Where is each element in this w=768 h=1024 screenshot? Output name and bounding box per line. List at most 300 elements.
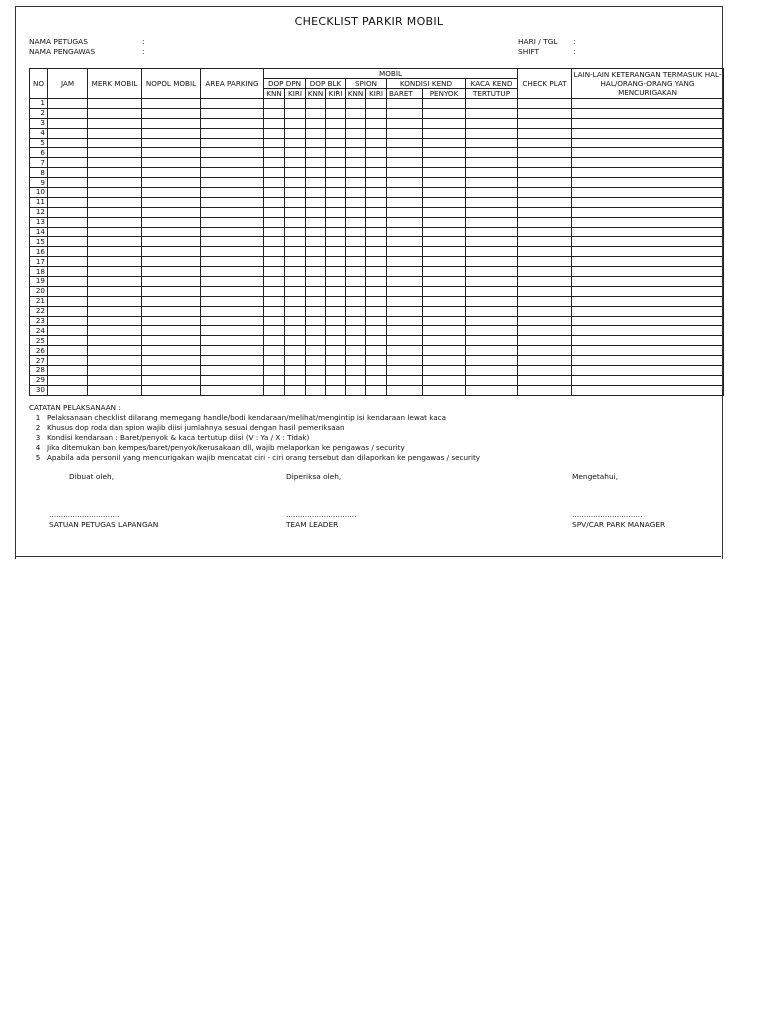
table-cell[interactable] <box>88 178 142 188</box>
table-cell[interactable] <box>142 346 201 356</box>
table-cell[interactable] <box>285 346 306 356</box>
table-cell[interactable] <box>306 237 326 247</box>
table-cell[interactable] <box>346 217 366 227</box>
table-cell[interactable] <box>366 366 387 376</box>
table-cell[interactable] <box>466 108 518 118</box>
table-cell[interactable] <box>306 326 326 336</box>
table-cell[interactable] <box>285 257 306 267</box>
table-cell[interactable] <box>326 257 346 267</box>
table-cell[interactable] <box>423 207 466 217</box>
table-cell[interactable] <box>387 326 423 336</box>
table-cell[interactable] <box>285 148 306 158</box>
table-cell[interactable] <box>201 267 264 277</box>
table-cell[interactable] <box>48 326 88 336</box>
table-cell[interactable] <box>264 128 285 138</box>
table-cell[interactable] <box>88 257 142 267</box>
table-cell[interactable] <box>466 375 518 385</box>
table-cell[interactable] <box>201 366 264 376</box>
table-cell[interactable] <box>142 188 201 198</box>
table-cell[interactable] <box>306 217 326 227</box>
table-cell[interactable] <box>346 306 366 316</box>
table-cell[interactable] <box>423 99 466 109</box>
table-cell[interactable] <box>387 336 423 346</box>
table-cell[interactable] <box>518 118 572 128</box>
table-cell[interactable] <box>346 148 366 158</box>
table-cell[interactable] <box>387 99 423 109</box>
table-cell[interactable] <box>572 188 724 198</box>
table-cell[interactable] <box>285 237 306 247</box>
table-cell[interactable] <box>88 356 142 366</box>
table-cell[interactable] <box>346 326 366 336</box>
table-cell[interactable] <box>346 336 366 346</box>
table-cell[interactable] <box>326 118 346 128</box>
table-cell[interactable] <box>88 316 142 326</box>
table-cell[interactable] <box>306 128 326 138</box>
table-cell[interactable] <box>423 118 466 128</box>
table-cell[interactable] <box>142 257 201 267</box>
table-cell[interactable] <box>466 168 518 178</box>
table-cell[interactable] <box>264 346 285 356</box>
table-cell[interactable] <box>326 277 346 287</box>
table-cell[interactable] <box>366 138 387 148</box>
table-cell[interactable] <box>306 207 326 217</box>
table-cell[interactable] <box>88 197 142 207</box>
table-cell[interactable] <box>518 257 572 267</box>
table-cell[interactable] <box>285 385 306 395</box>
table-cell[interactable] <box>48 99 88 109</box>
table-cell[interactable] <box>518 375 572 385</box>
table-cell[interactable] <box>518 346 572 356</box>
table-cell[interactable] <box>466 197 518 207</box>
table-cell[interactable] <box>264 158 285 168</box>
table-cell[interactable] <box>466 385 518 395</box>
table-cell[interactable] <box>48 316 88 326</box>
table-cell[interactable] <box>466 316 518 326</box>
table-cell[interactable] <box>387 346 423 356</box>
table-cell[interactable] <box>466 188 518 198</box>
table-cell[interactable] <box>518 178 572 188</box>
table-cell[interactable] <box>88 366 142 376</box>
table-cell[interactable] <box>366 247 387 257</box>
table-cell[interactable] <box>48 277 88 287</box>
table-cell[interactable] <box>264 118 285 128</box>
table-cell[interactable] <box>387 188 423 198</box>
table-cell[interactable] <box>346 316 366 326</box>
table-cell[interactable] <box>518 148 572 158</box>
table-cell[interactable] <box>306 286 326 296</box>
table-cell[interactable] <box>306 366 326 376</box>
table-cell[interactable] <box>518 188 572 198</box>
table-cell[interactable] <box>88 326 142 336</box>
table-cell[interactable] <box>201 316 264 326</box>
table-cell[interactable] <box>346 128 366 138</box>
table-cell[interactable] <box>518 306 572 316</box>
table-cell[interactable] <box>142 336 201 346</box>
table-cell[interactable] <box>142 207 201 217</box>
table-cell[interactable] <box>48 237 88 247</box>
table-cell[interactable] <box>466 99 518 109</box>
table-cell[interactable] <box>366 197 387 207</box>
table-cell[interactable] <box>142 375 201 385</box>
table-cell[interactable] <box>423 227 466 237</box>
table-cell[interactable] <box>366 158 387 168</box>
table-cell[interactable] <box>326 336 346 346</box>
table-cell[interactable] <box>387 267 423 277</box>
table-cell[interactable] <box>285 168 306 178</box>
table-cell[interactable] <box>201 168 264 178</box>
table-cell[interactable] <box>48 128 88 138</box>
table-cell[interactable] <box>264 326 285 336</box>
table-cell[interactable] <box>264 148 285 158</box>
table-cell[interactable] <box>518 227 572 237</box>
table-cell[interactable] <box>201 108 264 118</box>
table-cell[interactable] <box>466 178 518 188</box>
table-cell[interactable] <box>387 168 423 178</box>
table-cell[interactable] <box>366 108 387 118</box>
table-cell[interactable] <box>518 336 572 346</box>
table-cell[interactable] <box>572 158 724 168</box>
table-cell[interactable] <box>88 336 142 346</box>
table-cell[interactable] <box>346 237 366 247</box>
table-cell[interactable] <box>264 138 285 148</box>
table-cell[interactable] <box>326 366 346 376</box>
table-cell[interactable] <box>264 286 285 296</box>
table-cell[interactable] <box>572 138 724 148</box>
table-cell[interactable] <box>142 178 201 188</box>
table-cell[interactable] <box>423 286 466 296</box>
table-cell[interactable] <box>285 207 306 217</box>
table-cell[interactable] <box>306 197 326 207</box>
table-cell[interactable] <box>466 227 518 237</box>
table-cell[interactable] <box>346 168 366 178</box>
table-cell[interactable] <box>142 197 201 207</box>
table-cell[interactable] <box>387 108 423 118</box>
table-cell[interactable] <box>88 168 142 178</box>
table-cell[interactable] <box>326 197 346 207</box>
table-cell[interactable] <box>142 138 201 148</box>
table-cell[interactable] <box>423 158 466 168</box>
table-cell[interactable] <box>466 326 518 336</box>
table-cell[interactable] <box>366 118 387 128</box>
table-cell[interactable] <box>285 108 306 118</box>
table-cell[interactable] <box>387 178 423 188</box>
table-cell[interactable] <box>285 286 306 296</box>
table-cell[interactable] <box>346 178 366 188</box>
table-cell[interactable] <box>264 207 285 217</box>
table-cell[interactable] <box>285 306 306 316</box>
table-cell[interactable] <box>466 306 518 316</box>
table-cell[interactable] <box>142 326 201 336</box>
table-cell[interactable] <box>423 385 466 395</box>
table-cell[interactable] <box>326 326 346 336</box>
table-cell[interactable] <box>387 277 423 287</box>
table-cell[interactable] <box>466 366 518 376</box>
table-cell[interactable] <box>572 346 724 356</box>
table-cell[interactable] <box>285 118 306 128</box>
table-cell[interactable] <box>88 138 142 148</box>
table-cell[interactable] <box>142 217 201 227</box>
table-cell[interactable] <box>142 286 201 296</box>
table-cell[interactable] <box>326 108 346 118</box>
table-cell[interactable] <box>48 257 88 267</box>
table-cell[interactable] <box>306 356 326 366</box>
table-cell[interactable] <box>88 217 142 227</box>
table-cell[interactable] <box>423 326 466 336</box>
table-cell[interactable] <box>326 158 346 168</box>
table-cell[interactable] <box>201 257 264 267</box>
table-cell[interactable] <box>285 316 306 326</box>
table-cell[interactable] <box>466 237 518 247</box>
table-cell[interactable] <box>346 356 366 366</box>
table-cell[interactable] <box>423 178 466 188</box>
table-cell[interactable] <box>201 326 264 336</box>
table-cell[interactable] <box>387 375 423 385</box>
table-cell[interactable] <box>201 277 264 287</box>
table-cell[interactable] <box>387 316 423 326</box>
table-cell[interactable] <box>366 316 387 326</box>
table-cell[interactable] <box>142 128 201 138</box>
table-cell[interactable] <box>285 375 306 385</box>
table-cell[interactable] <box>326 178 346 188</box>
table-cell[interactable] <box>142 306 201 316</box>
table-cell[interactable] <box>201 158 264 168</box>
table-cell[interactable] <box>572 296 724 306</box>
table-cell[interactable] <box>423 257 466 267</box>
table-cell[interactable] <box>466 336 518 346</box>
table-cell[interactable] <box>346 138 366 148</box>
table-cell[interactable] <box>466 207 518 217</box>
table-cell[interactable] <box>423 138 466 148</box>
table-cell[interactable] <box>572 356 724 366</box>
table-cell[interactable] <box>306 108 326 118</box>
table-cell[interactable] <box>387 257 423 267</box>
table-cell[interactable] <box>572 217 724 227</box>
table-cell[interactable] <box>346 188 366 198</box>
table-cell[interactable] <box>423 267 466 277</box>
table-cell[interactable] <box>142 366 201 376</box>
table-cell[interactable] <box>572 207 724 217</box>
table-cell[interactable] <box>346 267 366 277</box>
table-cell[interactable] <box>264 277 285 287</box>
table-cell[interactable] <box>142 168 201 178</box>
table-cell[interactable] <box>306 188 326 198</box>
table-cell[interactable] <box>423 356 466 366</box>
table-cell[interactable] <box>423 336 466 346</box>
table-cell[interactable] <box>518 277 572 287</box>
table-cell[interactable] <box>285 188 306 198</box>
table-cell[interactable] <box>346 247 366 257</box>
table-cell[interactable] <box>387 306 423 316</box>
table-cell[interactable] <box>326 356 346 366</box>
table-cell[interactable] <box>48 375 88 385</box>
table-cell[interactable] <box>366 148 387 158</box>
table-cell[interactable] <box>366 277 387 287</box>
table-cell[interactable] <box>306 148 326 158</box>
table-cell[interactable] <box>366 267 387 277</box>
table-cell[interactable] <box>346 366 366 376</box>
table-cell[interactable] <box>366 286 387 296</box>
table-cell[interactable] <box>366 168 387 178</box>
table-cell[interactable] <box>572 118 724 128</box>
table-cell[interactable] <box>326 316 346 326</box>
table-cell[interactable] <box>518 356 572 366</box>
table-cell[interactable] <box>326 207 346 217</box>
table-cell[interactable] <box>423 296 466 306</box>
table-cell[interactable] <box>423 188 466 198</box>
table-cell[interactable] <box>142 237 201 247</box>
table-cell[interactable] <box>264 197 285 207</box>
table-cell[interactable] <box>387 207 423 217</box>
table-cell[interactable] <box>142 227 201 237</box>
table-cell[interactable] <box>346 207 366 217</box>
table-cell[interactable] <box>346 385 366 395</box>
table-cell[interactable] <box>346 197 366 207</box>
table-cell[interactable] <box>387 385 423 395</box>
table-cell[interactable] <box>326 346 346 356</box>
table-cell[interactable] <box>88 158 142 168</box>
table-cell[interactable] <box>346 296 366 306</box>
table-cell[interactable] <box>366 178 387 188</box>
table-cell[interactable] <box>466 296 518 306</box>
table-cell[interactable] <box>201 346 264 356</box>
table-cell[interactable] <box>387 366 423 376</box>
table-cell[interactable] <box>346 257 366 267</box>
table-cell[interactable] <box>387 247 423 257</box>
table-cell[interactable] <box>264 237 285 247</box>
table-cell[interactable] <box>518 99 572 109</box>
table-cell[interactable] <box>366 375 387 385</box>
table-cell[interactable] <box>88 227 142 237</box>
table-cell[interactable] <box>264 247 285 257</box>
table-cell[interactable] <box>387 148 423 158</box>
table-cell[interactable] <box>306 158 326 168</box>
table-cell[interactable] <box>518 108 572 118</box>
table-cell[interactable] <box>48 336 88 346</box>
table-cell[interactable] <box>518 247 572 257</box>
table-cell[interactable] <box>88 237 142 247</box>
table-cell[interactable] <box>48 148 88 158</box>
table-cell[interactable] <box>466 217 518 227</box>
table-cell[interactable] <box>264 356 285 366</box>
table-cell[interactable] <box>306 247 326 257</box>
table-cell[interactable] <box>306 385 326 395</box>
table-cell[interactable] <box>326 247 346 257</box>
table-cell[interactable] <box>572 257 724 267</box>
table-cell[interactable] <box>366 257 387 267</box>
table-cell[interactable] <box>326 296 346 306</box>
table-cell[interactable] <box>285 99 306 109</box>
table-cell[interactable] <box>88 346 142 356</box>
table-cell[interactable] <box>306 306 326 316</box>
table-cell[interactable] <box>285 356 306 366</box>
table-cell[interactable] <box>366 188 387 198</box>
table-cell[interactable] <box>306 99 326 109</box>
table-cell[interactable] <box>572 336 724 346</box>
table-cell[interactable] <box>285 128 306 138</box>
table-cell[interactable] <box>466 148 518 158</box>
table-cell[interactable] <box>423 108 466 118</box>
table-cell[interactable] <box>366 227 387 237</box>
table-cell[interactable] <box>264 99 285 109</box>
table-cell[interactable] <box>366 296 387 306</box>
table-cell[interactable] <box>285 366 306 376</box>
table-cell[interactable] <box>306 168 326 178</box>
table-cell[interactable] <box>48 247 88 257</box>
table-cell[interactable] <box>285 267 306 277</box>
table-cell[interactable] <box>423 346 466 356</box>
table-cell[interactable] <box>572 237 724 247</box>
table-cell[interactable] <box>264 188 285 198</box>
table-cell[interactable] <box>201 118 264 128</box>
table-cell[interactable] <box>201 296 264 306</box>
table-cell[interactable] <box>48 108 88 118</box>
table-cell[interactable] <box>142 316 201 326</box>
table-cell[interactable] <box>48 306 88 316</box>
table-cell[interactable] <box>326 385 346 395</box>
table-cell[interactable] <box>201 247 264 257</box>
table-cell[interactable] <box>423 316 466 326</box>
table-cell[interactable] <box>326 168 346 178</box>
table-cell[interactable] <box>48 168 88 178</box>
table-cell[interactable] <box>264 336 285 346</box>
table-cell[interactable] <box>48 366 88 376</box>
table-cell[interactable] <box>264 267 285 277</box>
table-cell[interactable] <box>142 247 201 257</box>
table-cell[interactable] <box>48 197 88 207</box>
table-cell[interactable] <box>387 296 423 306</box>
table-cell[interactable] <box>366 326 387 336</box>
table-cell[interactable] <box>88 148 142 158</box>
table-cell[interactable] <box>201 306 264 316</box>
table-cell[interactable] <box>518 385 572 395</box>
table-cell[interactable] <box>326 148 346 158</box>
table-cell[interactable] <box>142 267 201 277</box>
table-cell[interactable] <box>518 316 572 326</box>
table-cell[interactable] <box>88 118 142 128</box>
table-cell[interactable] <box>142 108 201 118</box>
table-cell[interactable] <box>572 128 724 138</box>
table-cell[interactable] <box>387 237 423 247</box>
table-cell[interactable] <box>306 336 326 346</box>
table-cell[interactable] <box>48 227 88 237</box>
table-cell[interactable] <box>423 197 466 207</box>
table-cell[interactable] <box>201 207 264 217</box>
table-cell[interactable] <box>572 99 724 109</box>
table-cell[interactable] <box>423 217 466 227</box>
table-cell[interactable] <box>466 257 518 267</box>
table-cell[interactable] <box>423 237 466 247</box>
table-cell[interactable] <box>466 267 518 277</box>
table-cell[interactable] <box>518 267 572 277</box>
table-cell[interactable] <box>572 168 724 178</box>
table-cell[interactable] <box>326 128 346 138</box>
table-cell[interactable] <box>306 257 326 267</box>
table-cell[interactable] <box>366 385 387 395</box>
table-cell[interactable] <box>285 247 306 257</box>
table-cell[interactable] <box>346 277 366 287</box>
table-cell[interactable] <box>466 346 518 356</box>
table-cell[interactable] <box>285 178 306 188</box>
table-cell[interactable] <box>264 168 285 178</box>
table-cell[interactable] <box>285 227 306 237</box>
table-cell[interactable] <box>572 247 724 257</box>
table-cell[interactable] <box>346 375 366 385</box>
table-cell[interactable] <box>326 267 346 277</box>
table-cell[interactable] <box>572 108 724 118</box>
table-cell[interactable] <box>466 118 518 128</box>
table-cell[interactable] <box>518 326 572 336</box>
table-cell[interactable] <box>142 99 201 109</box>
